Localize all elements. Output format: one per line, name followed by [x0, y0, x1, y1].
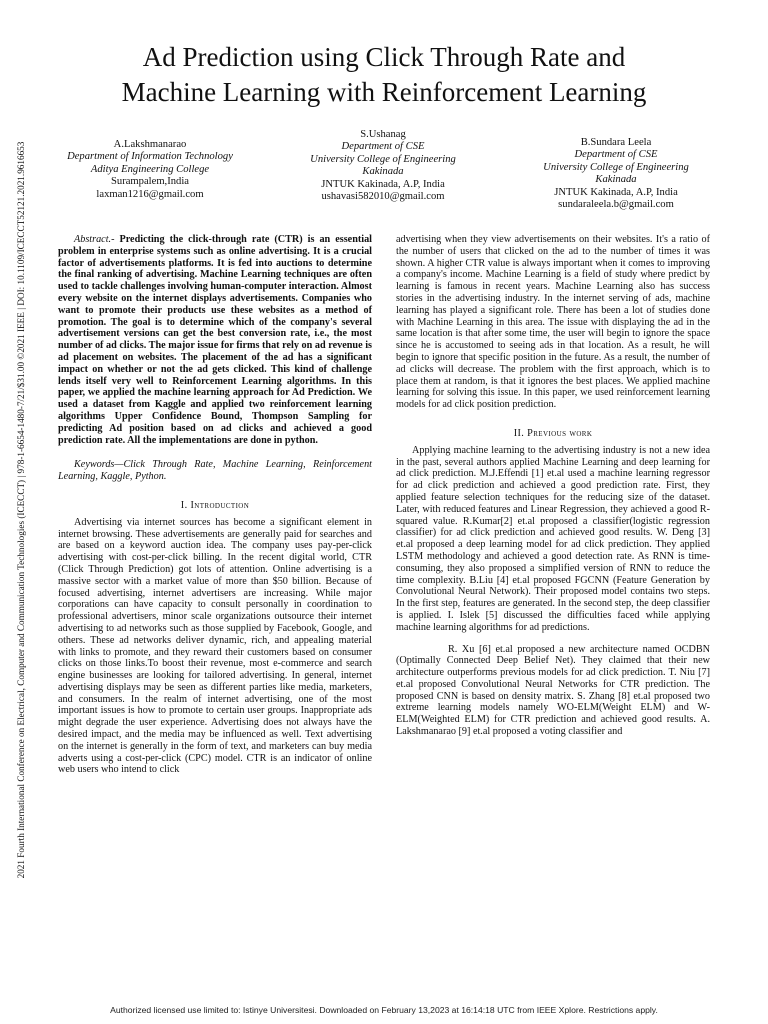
abstract-body: Predicting the click-through rate (CTR) is an essential problem in enterprise systems such as online advertising. It is a crucial factor of advertisements platforms. It is fed into auctions to determine the final ranking of advertising. Machine Learning techniques are often used to tackle challenges involving human-computer interaction. Almost every website on the internet displays advertisements. Companies who want to promote their products use these websites as a method of promotion. The goal is to determine which of the company's several advertisement versions can get the best conversion rate, i.e., the most number of ad clicks. The major issue for firms that rely on ad revenue is ad placement on websites. The placement of the ad has a significant impact on whether or not the ad gets clicked. This kind of challenge lends itself very well to Reinforcement Learning algorithms. In this paper, we applied the machine learning approach for Ad Prediction. We used a dataset from Kaggle and applied two reinforcement learning algorithms Upper Confidence Bound, Thompson Sampling for predicting Ad position based on ad clicks and achieved a good prediction rate. All the implementations are done in python. — [58, 234, 373, 446]
license-footer: Authorized licensed use limited to: Istinye Universitesi. Downloaded on February 13,2023 at 16:14:18 UTC from IEEE Xplore. Restrictions apply. — [110, 1005, 658, 1015]
author-place: JNTUK Kakinada, A.P, India — [321, 178, 445, 190]
author-email: ushavasi582010@gmail.com — [321, 191, 445, 203]
keywords-body: Click Through Rate, Machine Learning, Reinforcement Learning, Kaggle, Python. — [58, 459, 372, 483]
author-block-2 — [283, 129, 483, 203]
author-email: sundaraleela.b@gmail.com — [558, 199, 674, 211]
author-dept: Department of Information Technology — [67, 151, 233, 163]
author-dept: Department of CSE — [341, 141, 425, 153]
author-name: S.Ushanag — [360, 129, 406, 140]
title-line-1: Ad Prediction using Click Through Rate and — [142, 42, 626, 72]
author-inst: University College of Engineering — [543, 161, 689, 173]
author-place: JNTUK Kakinada, A.P, India — [554, 186, 678, 198]
author-inst: Aditya Engineering College — [90, 163, 210, 175]
author-block-1 — [50, 139, 250, 201]
title-line-2: Machine Learning with Reinforcement Learning — [121, 77, 647, 107]
author-name: B.Sundara Leela — [580, 137, 652, 148]
author-place: Surampalem,India — [111, 176, 189, 188]
abstract-label: Abstract.- — [74, 234, 115, 245]
keywords — [58, 459, 372, 483]
author-inst-2: Kakinada — [362, 166, 404, 178]
author-dept: Department of CSE — [574, 149, 658, 161]
author-inst-2: Kakinada — [595, 174, 637, 186]
keywords-label: Keywords— — [74, 459, 124, 471]
section-heading-previous-work: II. Previous work — [513, 427, 593, 439]
paper-title — [40, 40, 728, 110]
previous-work-paragraph-1: Applying machine learning to the advertising industry is not a new idea in the past, several authors applied Machine Learning and deep learning for ad click prediction. M.J.Effendi [1] et.al used a machine learning regressor for ad click prediction and achieved a good prediction rate. First, they applied feature selection techniques for the reducing size of the dataset. Later, with reduced features and Linear Regression, they achieved a good R-squared value. R.Kumar[2] et.al proposed a classifier(logistic regression classifier) for ad click prediction and achieved good results. W. Deng [3] et.al proposed a deep learning model for ad click prediction. They applied LSTM methodology and achieved a good detection rate. As RNN is time-consuming, they also proposed a simplified version of RNN to reduce the time complexity. B.Liu [4] et.al proposed FGCNN (Feature Generation by Convolutional Neural Network). Their proposed model contains two steps. In the first step, features are generated. In the second step, the deep classifier is applied. I. Islek [5] discussed the difficulties faced while applying machine learning algorithms for ad predictions. — [396, 444, 710, 633]
section-heading-introduction: I. Introduction — [180, 499, 250, 511]
intro-paragraph: Advertising via internet sources has become a significant element in internet browsing. These advertisements are generally paid for searches and are based on a keyword auction idea. The company uses pay-per-click advertising with cost-per-click billing. In the recent digital world, CTR (Click Through Prediction) got lots of attention. Online advertising is a massive sector with a market value of more than $50 billion. Because of focused advertising, internet advertisers are increasing. While major corporations can have capacity to consult personally in coordination to professional advertisers, minor scale organizations outsource their internet advertising to ad networks such as those supplied by Facebook, Google, and others. These ad networks deliver dynamic, rich, and appealing material with links to promote, and they reward their customers based on consumer clicks on those links.To boost their revenue, most e-commerce and search engine businesses are looking for tailored advertising. In general, internet advertising displays may be seen as different parties like media, marketers, and consumers. In the realm of internet advertising, one of the most important issues is how to promote to certain user groups. Inappropriate ads might degrade the user experience. Advertising does not always have the desired impact, and the media may be influenced as well. Text advertising on the internet is generally in the form of text, and marketers can buy media adverts using a cost-per-click (CPC) model. CTR is an indicator of online web users who intend to click — [58, 516, 372, 776]
previous-work-paragraph-2: R. Xu [6] et.al proposed a new architecture named OCDBN (Optimally Connected Deep Belief Net). They claimed that their new architecture outperforms previous models for ad click prediction. T. Niu [7] et.al proposed Convolutional Neural Networks for CTR prediction. The proposed CNN is based on density matrix. S. Zhang [8] et.al proposed two extreme learning models namely WO-ELM(Weight ELM) and W-ELM(Weighted ELM) for CTR prediction and achieved good results. A. Lakshmanarao [9] et.al proposed a voting classifier and — [396, 643, 710, 738]
author-email: laxman1216@gmail.com — [96, 188, 204, 200]
sidebar-text: 2021 Fourth International Conference on Electrical, Computer and Communication Technologies (ICECCT) | 978-1-6654-1480-7/21/$31.00 ©2021 IEEE | DOI: 10.1109/ICECCT52121.2021.9616653 — [16, 141, 26, 879]
abstract — [58, 234, 372, 446]
author-name: A.Lakshmanarao — [113, 139, 187, 150]
intro-continuation: advertising when they view advertisements on their websites. It's a ratio of the number of users that clicked on the ad to the number of times it was shown. A higher CTR value is always important when it comes to improving a company's income. Machine Learning is a field of study where predict by learning is famous in recent years. Machine Learning also has success stories in the advertising industry. In the internet serving of ads, machine learning has played a significant role. There has been a lot of studies done with Machine Learning in this area. The issue with displaying the ad in the same location is that after some time, the user will begin to ignore the space since he is accustomed to seeing ads in that location. As a result, he will begin to ignore that specific position in the future. As a result, the number of ad clicks will decrease. The problem with the first approach, which is to place them at random, is that it ignores the best places. We applied machine learning for solving this issue. In this paper, we used reinforcement learning models for ad click position prediction. — [396, 234, 710, 411]
right-column — [396, 234, 710, 738]
author-inst: University College of Engineering — [310, 153, 456, 165]
conference-sidebar — [10, 125, 28, 895]
left-column — [58, 234, 372, 776]
author-block-3 — [516, 137, 716, 211]
